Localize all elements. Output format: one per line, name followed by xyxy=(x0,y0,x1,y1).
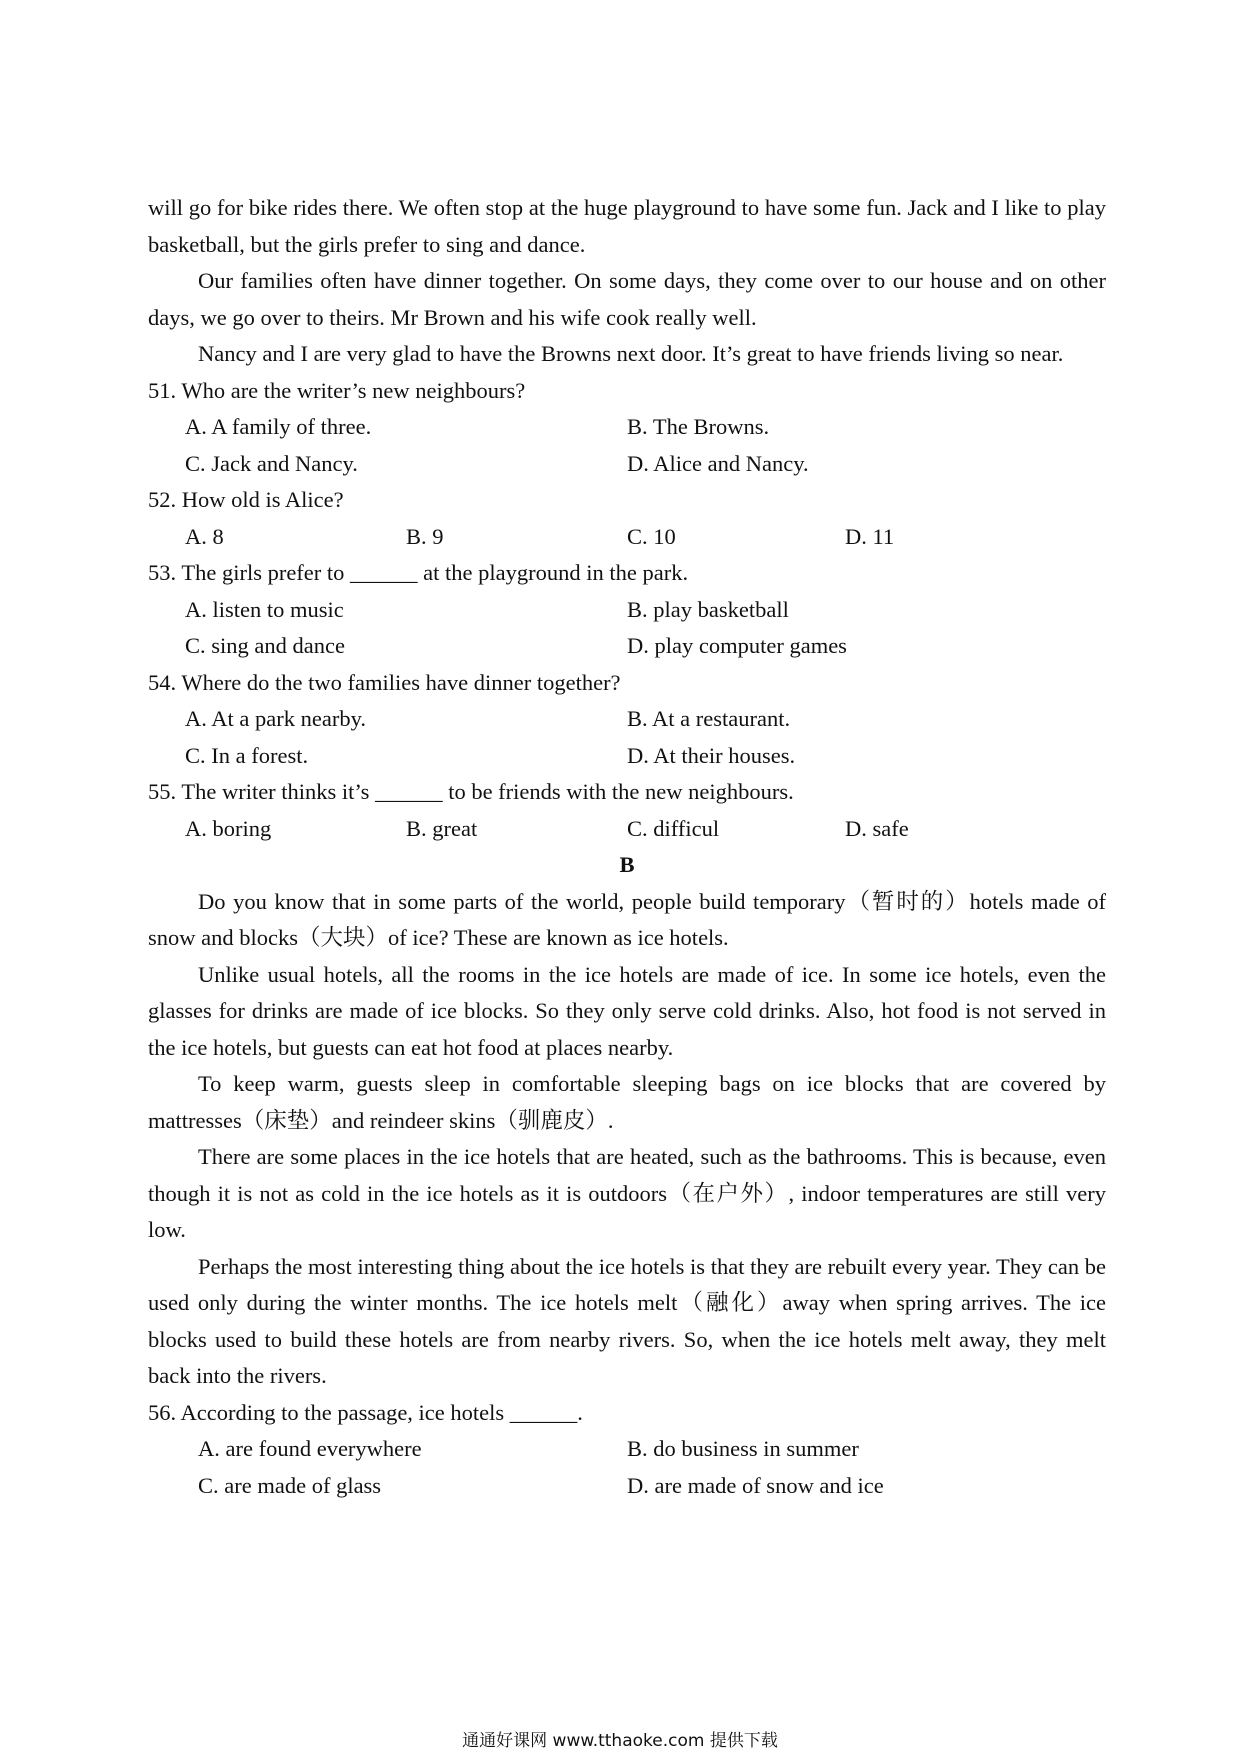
option-b: B. play basketball xyxy=(627,596,789,622)
option-d: D. are made of snow and ice xyxy=(627,1472,884,1498)
option-c: C. sing and dance xyxy=(185,633,345,658)
option-a: A. A family of three. xyxy=(185,414,372,439)
option-d: D. At their houses. xyxy=(627,742,796,768)
option-a: A. 8 xyxy=(185,523,224,549)
option-a: A. At a park nearby. xyxy=(185,706,366,731)
option-d: D. 11 xyxy=(845,523,895,549)
question-stem: 56. According to the passage, ice hotels ______. xyxy=(148,1399,583,1425)
answer-options xyxy=(148,1431,1106,1504)
answer-options xyxy=(148,409,1106,482)
question-stem: 51. Who are the writer’s new neighbours? xyxy=(148,377,526,403)
question-stem: 54. Where do the two families have dinner together? xyxy=(148,669,621,695)
exam-page xyxy=(148,190,1106,1504)
option-b: B. The Browns. xyxy=(627,414,770,439)
option-d: D. Alice and Nancy. xyxy=(627,450,809,476)
passage-a-paragraph: Our families often have dinner together. On some days, they come over to our house and on other days, we go over to theirs. Mr Brown and his wife cook really well. xyxy=(148,268,1106,330)
option-b: B. great xyxy=(406,815,478,841)
answer-options xyxy=(148,811,1106,848)
question-55 xyxy=(148,774,1106,847)
option-b: B. At a restaurant. xyxy=(627,706,791,731)
option-d: D. safe xyxy=(845,815,909,841)
page-footer: 通通好课网 www.tthaoke.com 提供下载 xyxy=(462,1731,778,1751)
option-c: C. 10 xyxy=(627,523,676,549)
option-a: A. listen to music xyxy=(185,596,344,622)
question-stem: 53. The girls prefer to ______ at the playground in the park. xyxy=(148,560,689,585)
option-b: B. do business in summer xyxy=(627,1436,859,1461)
question-51 xyxy=(148,373,1106,483)
answer-options xyxy=(148,701,1106,774)
option-c: C. are made of glass xyxy=(198,1472,382,1498)
option-a: A. boring xyxy=(185,815,272,841)
section-b-title: B xyxy=(619,852,635,877)
option-b: B. 9 xyxy=(406,523,444,549)
question-53 xyxy=(148,555,1106,665)
passage-a-paragraph: will go for bike rides there. We often stop at the huge playground to have some fun. Jack and I like to play basketball, but the girls prefer to sing and dance. xyxy=(148,195,1106,257)
option-d: D. play computer games xyxy=(627,633,847,658)
answer-options xyxy=(148,519,1106,556)
question-stem: 52. How old is Alice? xyxy=(148,487,344,512)
question-52 xyxy=(148,482,1106,555)
option-c: C. difficul xyxy=(627,815,720,841)
option-c: C. Jack and Nancy. xyxy=(185,450,358,476)
passage-b-paragraph: Do you know that in some parts of the world, people build temporary（暂时的）hotels made of snow and blocks（大块）of ice? These are known as ice hotels. xyxy=(148,888,1106,950)
passage-b-paragraph: Perhaps the most interesting thing about the ice hotels is that they are rebuilt every year. They can be used only during the winter months. The ice hotels melt（融化）away when spring arrives. The ice blocks used to build these hotels are from nearby rivers. So, when the ice hotels melt away, they melt back into the rivers. xyxy=(148,1253,1106,1388)
answer-options xyxy=(148,592,1106,665)
question-stem: 55. The writer thinks it’s ______ to be friends with the new neighbours. xyxy=(148,779,794,804)
passage-a-paragraph: Nancy and I are very glad to have the Browns next door. It’s great to have friends living so near. xyxy=(198,341,1064,366)
option-a: A. are found everywhere xyxy=(198,1436,422,1461)
passage-b-paragraph: There are some places in the ice hotels that are heated, such as the bathrooms. This is because, even though it is not as cold in the ice hotels as it is outdoors（在户外）, indoor temperatures are still very low. xyxy=(148,1144,1106,1242)
passage-b-paragraph: Unlike usual hotels, all the rooms in the ice hotels are made of ice. In some ice hotels, even the glasses for drinks are made of ice blocks. So they only serve cold drinks. Also, hot food is not served in the ice hotels, but guests can eat hot food at places nearby. xyxy=(148,961,1106,1060)
option-c: C. In a forest. xyxy=(185,742,309,768)
passage-b-paragraph: To keep warm, guests sleep in comfortable sleeping bags on ice blocks that are covered by mattresses（床垫）and reindeer skins（驯鹿皮）. xyxy=(148,1071,1106,1133)
question-56 xyxy=(148,1395,1106,1505)
question-54 xyxy=(148,665,1106,775)
